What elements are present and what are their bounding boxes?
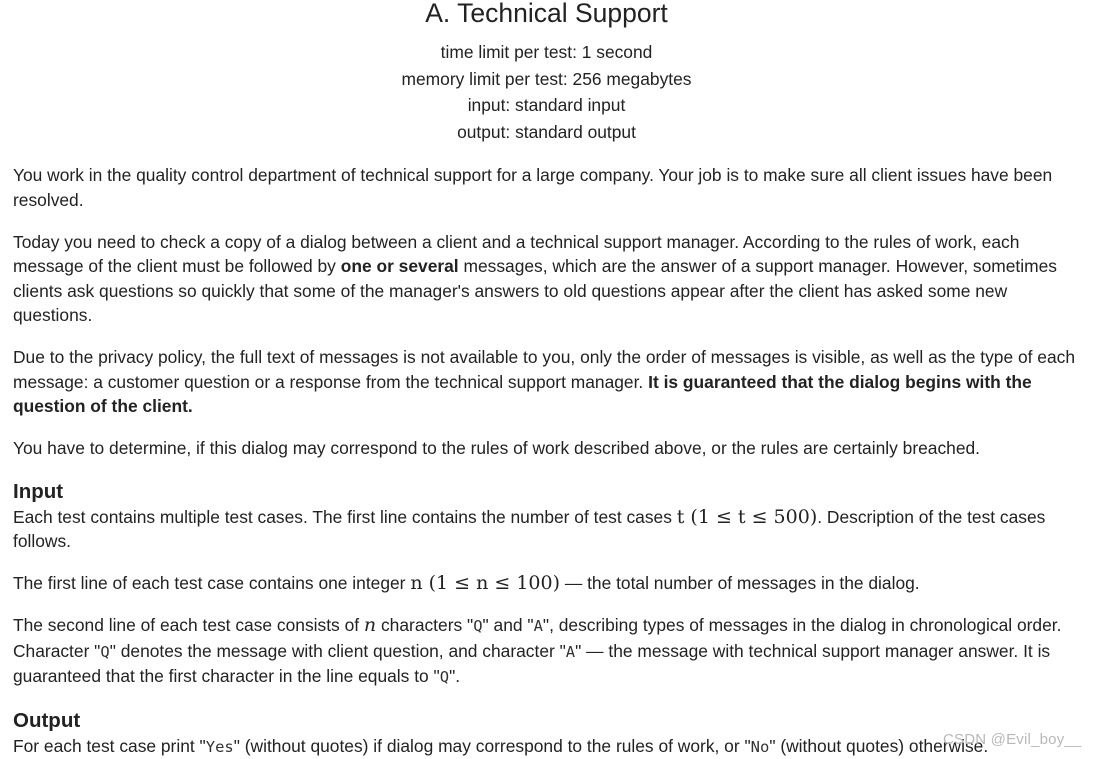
code-a: A bbox=[566, 643, 575, 661]
output-section-title: Output bbox=[13, 709, 1083, 733]
problem-header bbox=[0, 0, 1093, 145]
problem-limits bbox=[0, 39, 1093, 145]
memory-limit: memory limit per test: 256 megabytes bbox=[0, 66, 1093, 93]
text: messages, which are the answer of a support manager. However, sometimes clients ask questions so quickly that some of the manager's answers to old questions appear after the client has asked some new questions. bbox=[13, 256, 1057, 325]
text: Today you need to check a copy of a dialog between a client and a technical support manager. According to the rules of work, each message of the client must be followed by bbox=[13, 232, 1019, 277]
code-q: Q bbox=[100, 643, 109, 661]
text: " denotes the message with client question, and character " bbox=[110, 641, 566, 661]
text: . Description of the test cases follows. bbox=[13, 507, 1045, 552]
text: characters " bbox=[376, 615, 473, 635]
text: Each test contains multiple test cases. The first line contains the number of test cases bbox=[13, 507, 677, 527]
input-paragraph bbox=[13, 571, 1083, 596]
text: " — the message with technical support manager answer. It is guaranteed that the first character in the line equals to " bbox=[13, 641, 1050, 687]
problem-statement bbox=[0, 163, 1093, 759]
text: ", describing types of messages in the dialog in chronological order. Character " bbox=[13, 615, 1061, 661]
variable-n: n bbox=[364, 614, 376, 636]
math-expression: t (1 ≤ t ≤ 500) bbox=[677, 506, 818, 528]
time-limit: time limit per test: 1 second bbox=[0, 39, 1093, 66]
bold-text: It is guaranteed that the dialog begins with the question of the client. bbox=[13, 372, 1032, 417]
text: " (without quotes) if dialog may correspond to the rules of work, or " bbox=[234, 736, 751, 756]
text: ". bbox=[449, 666, 460, 686]
input-paragraph bbox=[13, 613, 1083, 690]
code-q: Q bbox=[440, 668, 449, 686]
math-expression: n (1 ≤ n ≤ 100) bbox=[410, 572, 560, 594]
legend-paragraph bbox=[13, 345, 1083, 419]
text: — the total number of messages in the dialog. bbox=[560, 573, 920, 593]
output-paragraph bbox=[13, 734, 1083, 759]
output-spec: output: standard output bbox=[0, 119, 1093, 146]
code-a: A bbox=[534, 617, 543, 635]
input-section-title: Input bbox=[13, 480, 1083, 504]
text: For each test case print " bbox=[13, 736, 206, 756]
watermark: CSDN @Evil_boy__ bbox=[943, 728, 1081, 753]
text: " and " bbox=[483, 615, 534, 635]
math-variable bbox=[364, 614, 376, 636]
problem-title: A. Technical Support bbox=[0, 0, 1093, 27]
legend-paragraph: You have to determine, if this dialog may correspond to the rules of work described above, or the rules are certainly breached. bbox=[13, 436, 1083, 461]
input-spec: input: standard input bbox=[0, 92, 1093, 119]
code-no: No bbox=[751, 738, 770, 756]
legend-paragraph: You work in the quality control department of technical support for a large company. Your job is to make sure all client issues have been resolved. bbox=[13, 163, 1083, 212]
code-q: Q bbox=[473, 617, 482, 635]
text: Due to the privacy policy, the full text of messages is not available to you, only the order of messages is visible, as well as the type of each message: a customer question or a response from the technical support manager. bbox=[13, 347, 1075, 392]
input-paragraph bbox=[13, 505, 1083, 554]
legend-paragraph bbox=[13, 230, 1083, 328]
text: " (without quotes) otherwise. bbox=[769, 736, 988, 756]
text: The first line of each test case contains one integer bbox=[13, 573, 410, 593]
bold-text: one or several bbox=[341, 256, 459, 276]
text: The second line of each test case consists of bbox=[13, 615, 364, 635]
code-yes: Yes bbox=[206, 738, 234, 756]
